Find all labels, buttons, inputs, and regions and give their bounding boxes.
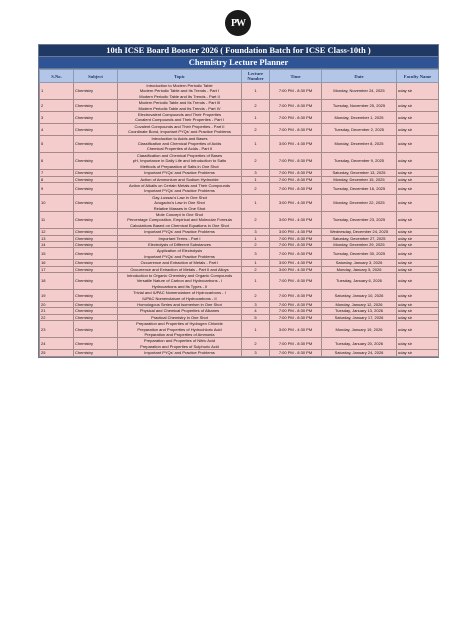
cell-subject: Chemistry <box>74 321 118 338</box>
cell-topic <box>118 248 242 260</box>
topic-line: Important PYQs' and Practice Problems <box>144 350 215 356</box>
topic-line: Electrovalent Compounds and Their Properties <box>137 112 222 118</box>
cell-lecture-number: 2 <box>242 266 270 272</box>
cell-subject: Chemistry <box>74 302 118 308</box>
cell-subject: Chemistry <box>74 314 118 320</box>
topic-line: Preparation and Properties of Sulphuric Acid <box>140 343 219 349</box>
topic-line: Occurrence and Extraction of Metals - Part II and Alloys <box>130 266 229 272</box>
cell-sno: 20 <box>40 302 74 308</box>
cell-lecture-number: 2 <box>242 100 270 112</box>
cell-subject: Chemistry <box>74 235 118 241</box>
topic-line: Versatile Nature of Carbon and Hydrocarbons - I <box>136 278 223 284</box>
cell-date: Monday, December 15, 2025 <box>322 176 397 182</box>
cell-faculty: uday sir <box>397 235 439 241</box>
cell-sno: 16 <box>40 260 74 266</box>
cell-lecture-number: 2 <box>242 123 270 135</box>
cell-subject: Chemistry <box>74 176 118 182</box>
cell-time: 7:00 PM - 8:30 PM <box>270 176 322 182</box>
cell-faculty: uday sir <box>397 266 439 272</box>
cell-time: 7:00 PM - 8:30 PM <box>270 290 322 302</box>
planner-title: 10th ICSE Board Booster 2026 ( Foundation Batch for ICSE Class-10th ) <box>39 45 438 57</box>
topic-line: Covalent Compounds and Their Properties - Part II <box>134 123 225 129</box>
cell-time: 3:00 PM - 4:30 PM <box>270 321 322 338</box>
cell-sno: 23 <box>40 321 74 338</box>
topic-line: Gay-Lussac's Law in One Shot <box>152 194 207 200</box>
cell-faculty: uday sir <box>397 123 439 135</box>
cell-subject: Chemistry <box>74 211 118 228</box>
cell-time: 3:00 PM - 4:30 PM <box>270 194 322 211</box>
cell-date: Saturday, January 17, 2026 <box>322 314 397 320</box>
planner-subtitle: Chemistry Lecture Planner <box>39 57 438 69</box>
cell-sno: 12 <box>40 229 74 235</box>
cell-subject: Chemistry <box>74 123 118 135</box>
cell-sno: 17 <box>40 266 74 272</box>
cell-subject: Chemistry <box>74 112 118 124</box>
pw-logo-text: PW <box>230 17 246 29</box>
cell-sno: 25 <box>40 350 74 356</box>
topic-line: Physical and Chemical Properties of Alkanes <box>139 308 220 314</box>
cell-lecture-number: 1 <box>242 260 270 266</box>
cell-sno: 1 <box>40 83 74 100</box>
cell-lecture-number: 4 <box>242 308 270 314</box>
cell-time: 7:00 PM - 8:30 PM <box>270 170 322 176</box>
cell-sno: 8 <box>40 176 74 182</box>
topic-line: Classification and Chemical Properties of Acids <box>137 141 222 147</box>
cell-topic <box>118 123 242 135</box>
cell-lecture-number: 2 <box>242 152 270 169</box>
cell-faculty: uday sir <box>397 176 439 182</box>
cell-faculty: uday sir <box>397 211 439 228</box>
table-row <box>40 273 439 290</box>
cell-sno: 4 <box>40 123 74 135</box>
cell-time: 3:00 PM - 4:30 PM <box>270 266 322 272</box>
cell-subject: Chemistry <box>74 135 118 152</box>
cell-subject: Chemistry <box>74 338 118 350</box>
topic-line: Important PYQs' and Practice Problems <box>144 253 215 259</box>
cell-topic <box>118 83 242 100</box>
topic-line: Occurrence and Extraction of Metals - Part I <box>140 260 219 266</box>
cell-date: Tuesday, December 2, 2025 <box>322 123 397 135</box>
cell-lecture-number: 1 <box>242 194 270 211</box>
table-row <box>40 350 439 356</box>
cell-time: 7:00 PM - 8:30 PM <box>270 314 322 320</box>
topic-line: Electrolysis of Different Substances <box>148 241 211 247</box>
cell-subject: Chemistry <box>74 350 118 356</box>
cell-date: Saturday, January 3, 2026 <box>322 260 397 266</box>
cell-faculty: uday sir <box>397 112 439 124</box>
topic-line: Homologous Series and Isomerism in One Shot <box>137 302 222 308</box>
cell-sno: 19 <box>40 290 74 302</box>
cell-subject: Chemistry <box>74 260 118 266</box>
cell-lecture-number: 3 <box>242 350 270 356</box>
cell-faculty: uday sir <box>397 135 439 152</box>
cell-time: 7:00 PM - 8:30 PM <box>270 350 322 356</box>
topic-line: Important Terms - Part I <box>158 235 201 241</box>
topic-line: Action of Ammonium and Sodium Hydroxide <box>140 176 219 182</box>
topic-line: Covalent Compounds and Their Properties - Part I <box>135 117 224 123</box>
cell-subject: Chemistry <box>74 182 118 194</box>
topic-line: Percentage Composition, Empirical and Molecular Formula <box>127 217 232 223</box>
topic-line: Modern Periodic Table and Its Trends - Part II <box>139 93 220 99</box>
cell-faculty: uday sir <box>397 229 439 235</box>
cell-time: 7:00 PM - 8:30 PM <box>270 83 322 100</box>
table-row <box>40 112 439 124</box>
cell-faculty: uday sir <box>397 260 439 266</box>
topic-line: Avogadro's Law in One Shot <box>154 200 205 206</box>
pw-logo <box>225 10 251 36</box>
cell-date: Monday, January 19, 2026 <box>322 321 397 338</box>
topic-line: Introduction to Acids and Bases <box>151 135 208 141</box>
cell-topic <box>118 152 242 169</box>
cell-faculty: uday sir <box>397 308 439 314</box>
cell-date: Tuesday, December 9, 2025 <box>322 152 397 169</box>
cell-date: Monday, December 22, 2025 <box>322 194 397 211</box>
cell-time: 3:00 PM - 4:30 PM <box>270 229 322 235</box>
cell-faculty: uday sir <box>397 248 439 260</box>
cell-topic <box>118 135 242 152</box>
cell-date: Tuesday, January 20, 2026 <box>322 338 397 350</box>
cell-subject: Chemistry <box>74 170 118 176</box>
cell-subject: Chemistry <box>74 290 118 302</box>
cell-sno: 9 <box>40 182 74 194</box>
topic-line: Action of Alkalis on Certain Metals and Their Compounds <box>128 182 231 188</box>
cell-date: Monday, January 5, 2026 <box>322 266 397 272</box>
table-row <box>40 100 439 112</box>
cell-faculty: uday sir <box>397 273 439 290</box>
cell-date: Tuesday, December 30, 2025 <box>322 248 397 260</box>
cell-sno: 5 <box>40 135 74 152</box>
cell-date: Wednesday, December 24, 2025 <box>322 229 397 235</box>
topic-line: Hydrocarbons and Its Types - II <box>151 283 208 289</box>
topic-line: Practical Chemistry in One Shot <box>151 314 208 320</box>
cell-time: 7:00 PM - 8:30 PM <box>270 182 322 194</box>
cell-topic <box>118 338 242 350</box>
table-row <box>40 152 439 169</box>
cell-faculty: uday sir <box>397 170 439 176</box>
topic-line: Modern Periodic Table and Its Trends - Part I <box>139 88 220 94</box>
cell-topic <box>118 350 242 356</box>
topic-line: Coordinate Bond, Important PYQs' and Practice Problems <box>128 129 231 135</box>
cell-lecture-number: 3 <box>242 229 270 235</box>
topic-line: Classification and Chemical Properties of Bases <box>136 152 223 158</box>
lecture-planner-sheet <box>38 44 439 358</box>
cell-time: 3:00 PM - 4:30 PM <box>270 260 322 266</box>
topic-line: Preparation and Properties of Hydrogen Chloride <box>136 321 223 327</box>
cell-subject: Chemistry <box>74 273 118 290</box>
table-row <box>40 290 439 302</box>
topic-line: Methods of Preparation of Salts in One Shot <box>140 163 219 169</box>
cell-topic <box>118 266 242 272</box>
table-row <box>40 135 439 152</box>
cell-time: 7:00 PM - 8:30 PM <box>270 100 322 112</box>
cell-date: Monday, November 24, 2025 <box>322 83 397 100</box>
table-row <box>40 321 439 338</box>
table-row <box>40 338 439 350</box>
header-faculty: Faculty Name <box>397 70 439 83</box>
topic-line: Modern Periodic Table and Its Trends - Part III <box>138 100 221 106</box>
cell-sno: 22 <box>40 314 74 320</box>
cell-subject: Chemistry <box>74 152 118 169</box>
cell-time: 3:00 PM - 4:30 PM <box>270 135 322 152</box>
cell-lecture-number: 1 <box>242 235 270 241</box>
cell-date: Saturday, January 10, 2026 <box>322 290 397 302</box>
cell-lecture-number: 1 <box>242 83 270 100</box>
cell-topic <box>118 321 242 338</box>
cell-lecture-number: 3 <box>242 170 270 176</box>
header-topic: Topic <box>118 70 242 83</box>
topic-line: IUPAC Nomenclature of Hydrocarbons - II <box>142 295 217 301</box>
cell-time: 7:00 PM - 8:30 PM <box>270 248 322 260</box>
cell-subject: Chemistry <box>74 241 118 247</box>
cell-faculty: uday sir <box>397 350 439 356</box>
topic-line: Application of Electrolysis <box>156 248 203 254</box>
cell-date: Tuesday, January 6, 2026 <box>322 273 397 290</box>
topic-line: Important PYQs' and Practice Problems <box>144 170 215 176</box>
header-subject: Subject <box>74 70 118 83</box>
cell-time: 7:00 PM - 8:30 PM <box>270 112 322 124</box>
topic-line: Important PYQs' and Practice Problems <box>144 229 215 235</box>
cell-time: 7:00 PM - 8:30 PM <box>270 152 322 169</box>
table-row <box>40 248 439 260</box>
topic-line: Introduction to Organic Chemistry and Organic Compounds <box>126 273 233 278</box>
cell-faculty: uday sir <box>397 290 439 302</box>
cell-time: 7:00 PM - 8:30 PM <box>270 302 322 308</box>
cell-sno: 24 <box>40 338 74 350</box>
cell-date: Monday, December 8, 2025 <box>322 135 397 152</box>
cell-sno: 15 <box>40 248 74 260</box>
cell-sno: 6 <box>40 152 74 169</box>
cell-topic <box>118 100 242 112</box>
topic-line: Preparation and Properties of Nitric Acid <box>143 338 216 344</box>
cell-topic <box>118 182 242 194</box>
cell-lecture-number: 3 <box>242 302 270 308</box>
topic-line: Trivial and IUPAC Nomenclature of Hydrocarbons - I <box>133 290 226 296</box>
header-sno: S.No. <box>40 70 74 83</box>
cell-sno: 13 <box>40 235 74 241</box>
topic-line: pH, Importance in Daily Life and Introduction to Salts <box>132 158 227 164</box>
cell-time: 7:00 PM - 8:30 PM <box>270 235 322 241</box>
table-row <box>40 194 439 211</box>
cell-faculty: uday sir <box>397 83 439 100</box>
cell-time: 7:00 PM - 8:30 PM <box>270 273 322 290</box>
cell-lecture-number: 1 <box>242 176 270 182</box>
cell-sno: 7 <box>40 170 74 176</box>
cell-faculty: uday sir <box>397 241 439 247</box>
cell-date: Tuesday, December 16, 2025 <box>322 182 397 194</box>
cell-subject: Chemistry <box>74 266 118 272</box>
topic-line: Important PYQs' and Practice Problems <box>144 188 215 194</box>
cell-sno: 21 <box>40 308 74 314</box>
table-row <box>40 211 439 228</box>
cell-subject: Chemistry <box>74 248 118 260</box>
cell-sno: 11 <box>40 211 74 228</box>
cell-topic <box>118 211 242 228</box>
cell-faculty: uday sir <box>397 194 439 211</box>
cell-sno: 18 <box>40 273 74 290</box>
header-date: Date <box>322 70 397 83</box>
cell-lecture-number: 2 <box>242 182 270 194</box>
cell-faculty: uday sir <box>397 152 439 169</box>
cell-date: Monday, January 12, 2026 <box>322 302 397 308</box>
cell-sno: 10 <box>40 194 74 211</box>
cell-lecture-number: 5 <box>242 314 270 320</box>
cell-lecture-number: 2 <box>242 338 270 350</box>
cell-faculty: uday sir <box>397 182 439 194</box>
cell-date: Tuesday, November 25, 2025 <box>322 100 397 112</box>
cell-faculty: uday sir <box>397 100 439 112</box>
cell-date: Saturday, January 24, 2026 <box>322 350 397 356</box>
cell-lecture-number: 1 <box>242 273 270 290</box>
cell-time: 7:00 PM - 8:30 PM <box>270 123 322 135</box>
cell-time: 3:00 PM - 4:30 PM <box>270 211 322 228</box>
cell-lecture-number: 1 <box>242 112 270 124</box>
topic-line: Relative Masses in One Shot <box>153 205 206 211</box>
cell-date: Saturday, December 27, 2025 <box>322 235 397 241</box>
cell-time: 7:00 PM - 8:30 PM <box>270 241 322 247</box>
header-lecture-number: Lecture Number <box>242 70 270 83</box>
cell-faculty: uday sir <box>397 321 439 338</box>
lecture-table <box>39 69 439 357</box>
cell-faculty: uday sir <box>397 302 439 308</box>
cell-sno: 2 <box>40 100 74 112</box>
cell-lecture-number: 2 <box>242 290 270 302</box>
cell-date: Monday, December 1, 2025 <box>322 112 397 124</box>
cell-subject: Chemistry <box>74 194 118 211</box>
topic-line: Chemical Properties of Acids - Part II <box>146 146 213 152</box>
topic-line: Preparation and Properties of Hydrochloric Acid <box>137 326 222 332</box>
topic-line: Modern Periodic Table and Its Trends - Part IV <box>138 105 221 111</box>
topic-line: Preparation and Properties of Ammonia <box>144 332 215 338</box>
cell-subject: Chemistry <box>74 100 118 112</box>
cell-date: Monday, December 29, 2025 <box>322 241 397 247</box>
cell-topic <box>118 290 242 302</box>
cell-sno: 14 <box>40 241 74 247</box>
table-row <box>40 123 439 135</box>
topic-line: Mole Concept in One Shot <box>156 211 203 217</box>
topic-line: Introduction to Modern Periodic Table <box>146 83 213 88</box>
cell-date: Tuesday, January 13, 2026 <box>322 308 397 314</box>
cell-subject: Chemistry <box>74 229 118 235</box>
cell-subject: Chemistry <box>74 83 118 100</box>
cell-sno: 3 <box>40 112 74 124</box>
cell-topic <box>118 112 242 124</box>
cell-date: Tuesday, December 23, 2025 <box>322 211 397 228</box>
cell-lecture-number: 2 <box>242 241 270 247</box>
cell-faculty: uday sir <box>397 338 439 350</box>
cell-topic <box>118 273 242 290</box>
cell-lecture-number: 1 <box>242 135 270 152</box>
cell-lecture-number: 3 <box>242 248 270 260</box>
cell-date: Saturday, December 13, 2025 <box>322 170 397 176</box>
cell-lecture-number: 1 <box>242 321 270 338</box>
cell-subject: Chemistry <box>74 308 118 314</box>
table-row <box>40 83 439 100</box>
topic-line: Calculations Based on Chemical Equations in One Shot <box>130 222 229 228</box>
cell-time: 7:00 PM - 8:30 PM <box>270 338 322 350</box>
cell-time: 7:00 PM - 8:30 PM <box>270 308 322 314</box>
table-header-row <box>40 70 439 83</box>
cell-topic <box>118 194 242 211</box>
header-time: Time <box>270 70 322 83</box>
table-row <box>40 182 439 194</box>
cell-lecture-number: 2 <box>242 211 270 228</box>
cell-faculty: uday sir <box>397 314 439 320</box>
